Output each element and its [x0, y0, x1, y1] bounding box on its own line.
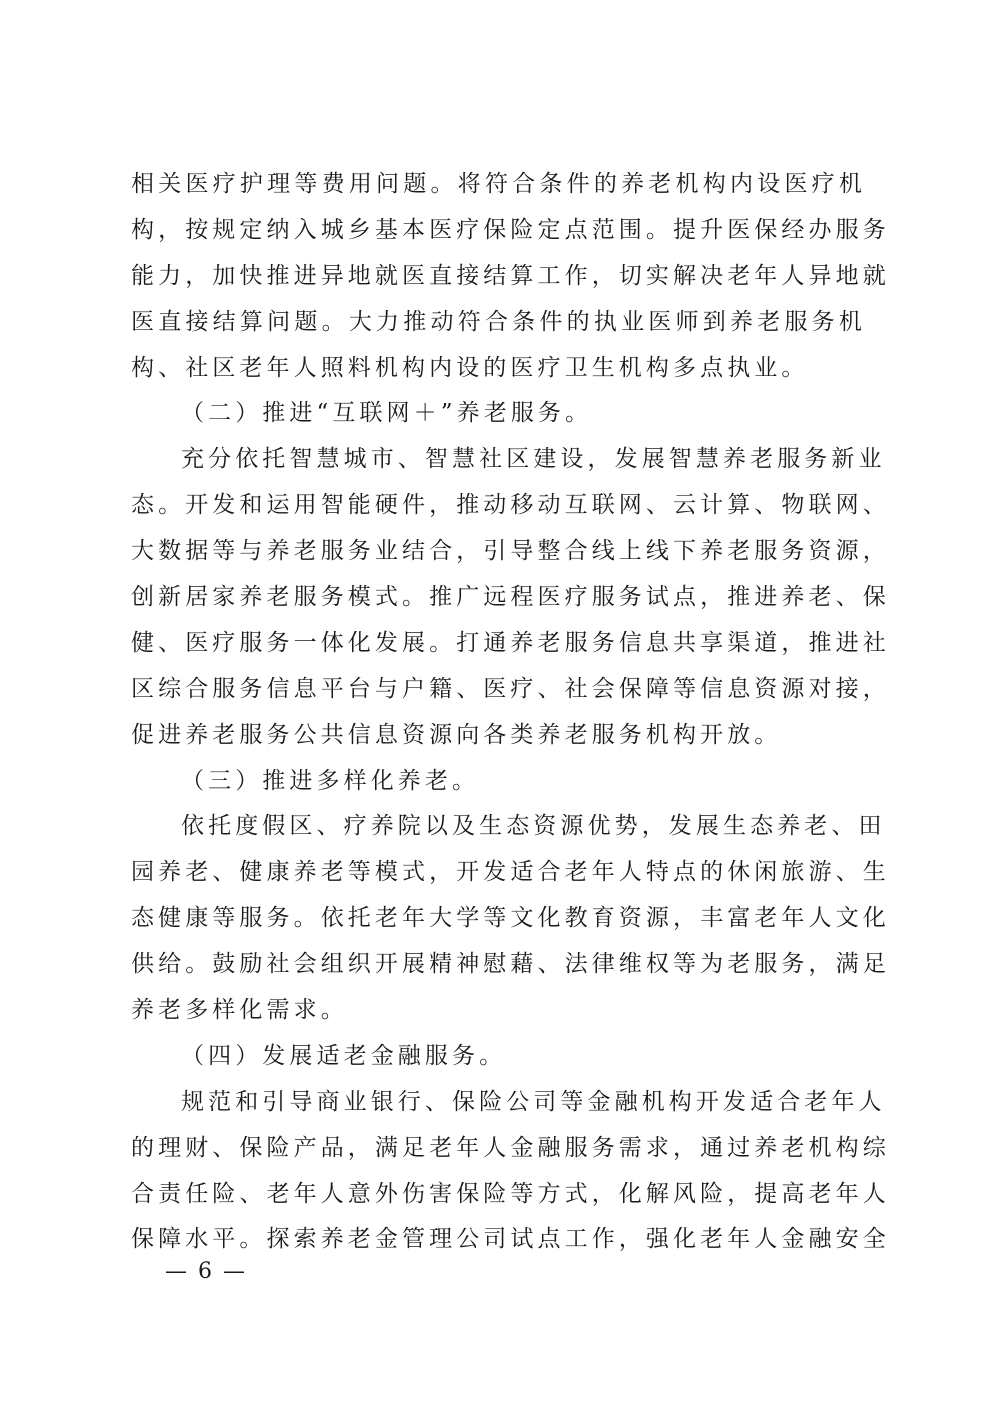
text-line: 合责任险、老年人意外伤害保险等方式，化解风险，提高老年人	[131, 1180, 890, 1207]
page-number: — 6 —	[165, 1259, 247, 1284]
text-line: 医直接结算问题。大力推动符合条件的执业医师到养老服务机	[131, 308, 866, 335]
text-line: 构、社区老年人照料机构内设的医疗卫生机构多点执业。	[131, 354, 809, 381]
section-heading: （四）发展适老金融服务。	[181, 1042, 507, 1069]
text-line: 促进养老服务公共信息资源向各类养老服务机构开放。	[131, 721, 782, 748]
document-body	[131, 162, 890, 1263]
text-line: 依托度假区、疗养院以及生态资源优势，发展生态养老、田	[181, 813, 886, 840]
text-line: 相关医疗护理等费用问题。将符合条件的养老机构内设医疗机	[131, 171, 866, 197]
text-line: 构，按规定纳入城乡基本医疗保险定点范围。提升医保经办服务	[131, 216, 890, 243]
section-heading: （三）推进多样化养老。	[181, 767, 480, 794]
text-line: 园养老、健康养老等模式，开发适合老年人特点的休闲旅游、生	[131, 859, 890, 886]
text-line: 健、医疗服务一体化发展。打通养老服务信息共享渠道，推进社	[131, 629, 890, 656]
text-line: 养老多样化需求。	[131, 997, 348, 1024]
text-line: 保障水平。探索养老金管理公司试点工作，强化老年人金融安全	[131, 1226, 890, 1253]
text-line: 充分依托智慧城市、智慧社区建设，发展智慧养老服务新业	[181, 446, 886, 473]
text-line: 态健康等服务。依托老年大学等文化教育资源，丰富老年人文化	[131, 905, 890, 932]
text-line: 态。开发和运用智能硬件，推动移动互联网、云计算、物联网、	[131, 492, 890, 519]
text-line: 供给。鼓励社会组织开展精神慰藉、法律维权等为老服务，满足	[131, 951, 890, 978]
text-line: 规范和引导商业银行、保险公司等金融机构开发适合老年人	[181, 1088, 886, 1115]
text-line: 创新居家养老服务模式。推广远程医疗服务试点，推进养老、保	[131, 584, 890, 611]
section-heading: （二）推进“互联网＋”养老服务。	[181, 400, 593, 427]
text-line: 大数据等与养老服务业结合，引导整合线上线下养老服务资源，	[131, 538, 890, 565]
text-line: 的理财、保险产品，满足老年人金融服务需求，通过养老机构综	[131, 1134, 890, 1161]
text-line: 能力，加快推进异地就医直接结算工作，切实解决老年人异地就	[131, 262, 890, 289]
text-line: 区综合服务信息平台与户籍、医疗、社会保障等信息资源对接，	[131, 675, 890, 702]
